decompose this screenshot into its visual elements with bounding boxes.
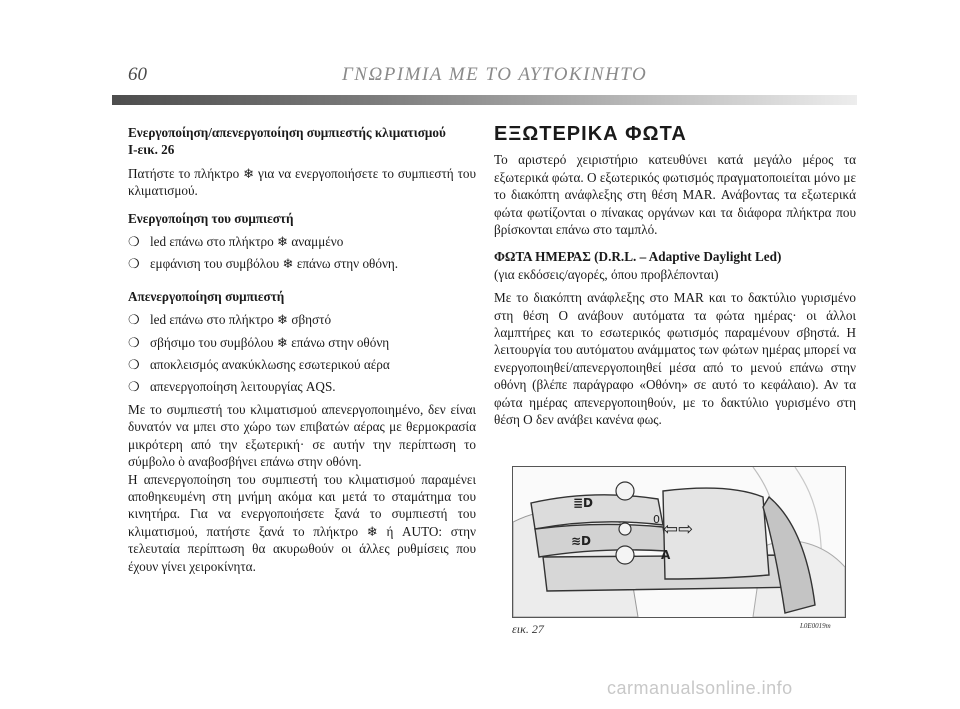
figure-caption: εικ. 27	[512, 622, 544, 636]
list-item-text: εμφάνιση του συμβόλου ❄ επάνω στην οθόνη.	[150, 256, 399, 272]
list-item	[128, 356, 476, 373]
left-column	[128, 124, 476, 575]
list-item-text: απενεργοποίηση λειτουργίας AQS.	[150, 379, 336, 395]
list-item	[128, 334, 476, 351]
compressor-toggle-figure-ref: Ι-εικ. 26	[128, 142, 175, 158]
bullet-circle-icon: ❍	[128, 312, 140, 328]
list-item	[128, 311, 476, 328]
list-item-text: led επάνω στο πλήκτρο ❄ σβηστό	[150, 312, 332, 328]
fog-light-icon: ≋D	[571, 534, 592, 548]
auto-light-icon: A	[661, 548, 671, 562]
list-item-text: αποκλεισμός ανακύκλωσης εσωτερικού αέρα	[150, 357, 390, 373]
running-header-title: ΓΝΩΡΙΜΙΑ ΜΕ ΤΟ ΑΥΤΟΚΙΝΗΤΟ	[342, 64, 648, 85]
site-watermark: carmanualsonline.info	[607, 678, 793, 698]
drl-heading: ΦΩΤΑ ΗΜΕΡΑΣ (D.R.L. – Adaptive Daylight Led)	[494, 249, 782, 265]
exterior-lights-title: ΕΞΩΤΕΡΙΚΑ ΦΩΤΑ	[494, 123, 687, 145]
compressor-memory-paragraph: Η απενεργοποίηση του συμπιεστή του κλιματισμού παραμένει αποθηκευμένη στη μνήμη ακόμα και μετά το σταμάτημα του κινητήρα. Για να ενεργοποιήσετε ξανά το συμπιεστή του κλιματισμού, πατήστε ξανά το πλήκτρο ❄ ή AUTO: στην τελευταία περίπτωση θα ακυρωθούν οι άλλες ρυθμίσεις που έχουν γίνει χειροκίνητα.	[128, 471, 476, 574]
compressor-off-heading: Απενεργοποίηση συμπιεστή	[128, 288, 285, 304]
list-item	[128, 255, 476, 272]
compressor-off-paragraph: Με το συμπιεστή του κλιματισμού απενεργοποιημένο, δεν είναι δυνατόν να μπει στο χώρο των επιβατών αέρας με θερμοκρασία μικρότερη από την εξωτερική· σε αυτήν την περίπτωση το σύμβολο ὸ αναβοσβήνει επάνω στην οθόνη.	[128, 401, 476, 470]
header-gradient-rule	[112, 95, 857, 105]
light-icon: ≣D	[573, 496, 594, 510]
bullet-circle-icon: ❍	[128, 234, 140, 250]
list-item	[128, 233, 476, 250]
bullet-circle-icon: ❍	[128, 256, 140, 272]
list-item	[128, 378, 476, 395]
bullet-circle-icon: ❍	[128, 379, 140, 395]
compressor-toggle-heading: Ενεργοποίηση/απενεργοποίηση συμπιεστής κλιματισμού	[128, 125, 446, 140]
bullet-circle-icon: ❍	[128, 357, 140, 373]
compressor-intro-paragraph: Πατήστε το πλήκτρο ❄ για να ενεργοποιήσετε το συμπιεστή του κλιματισμού.	[128, 165, 476, 199]
list-item-text: σβήσιμο του συμβόλου ❄ επάνω στην οθόνη	[150, 334, 390, 350]
figure-light-stalk	[512, 466, 846, 618]
light-stalk-illustration	[513, 467, 845, 617]
figure-code: L0E0019m	[800, 622, 831, 630]
turn-signal-arrows-icon: ⇦⇨	[663, 519, 694, 540]
drl-paragraph: Με το διακόπτη ανάφλεξης στο MAR και το δακτύλιο γυρισμένο στη θέση Ο ανάβουν αυτόματα τα φώτα ημέρας· οι άλλοι λαμπτήρες και το εσωτερικός φωτισμός παραμένουν σβηστά. Η λειτουργία του αυτόματου ανάμματος των φώτων ημέρας μπορεί να ενεργοποιηθεί/απενεργοποιηθεί μέσα από το μενού επάνω στην οθόνη (βλέπε παράγραφο «Οθόνη» σε αυτό το κεφάλαιο). Αν τα φώτα ημέρας απενεργοποιηθούν, με το δακτύλιο γυρισμένο στη θέση Ο δεν ανάβει κανένα φως.	[494, 290, 856, 428]
bullet-circle-icon: ❍	[128, 334, 140, 350]
exterior-lights-paragraph: Το αριστερό χειριστήριο κατευθύνει κατά μεγάλο μέρος τα εξωτερικά φώτα. Ο εξωτερικός φωτισμός πραγματοποιείται μόνο με το διακόπτη ανάφλεξης στη θέση MAR. Ανάβοντας τα εξωτερικά φώτα φωτίζονται ο πίνακας οργάνων και τα διάφορα πλήκτρα που βρίσκονται επάνω στο ταμπλό.	[494, 152, 856, 238]
right-column	[494, 124, 856, 429]
drl-availability-note: (για εκδόσεις/αγορές, όπου προβλέπονται)	[494, 266, 719, 282]
zero-position-icon: 0	[653, 513, 660, 526]
compressor-on-heading: Ενεργοποίηση του συμπιεστή	[128, 210, 294, 226]
list-item-text: led επάνω στο πλήκτρο ❄ αναμμένο	[150, 234, 344, 250]
page-number: 60	[128, 64, 147, 85]
